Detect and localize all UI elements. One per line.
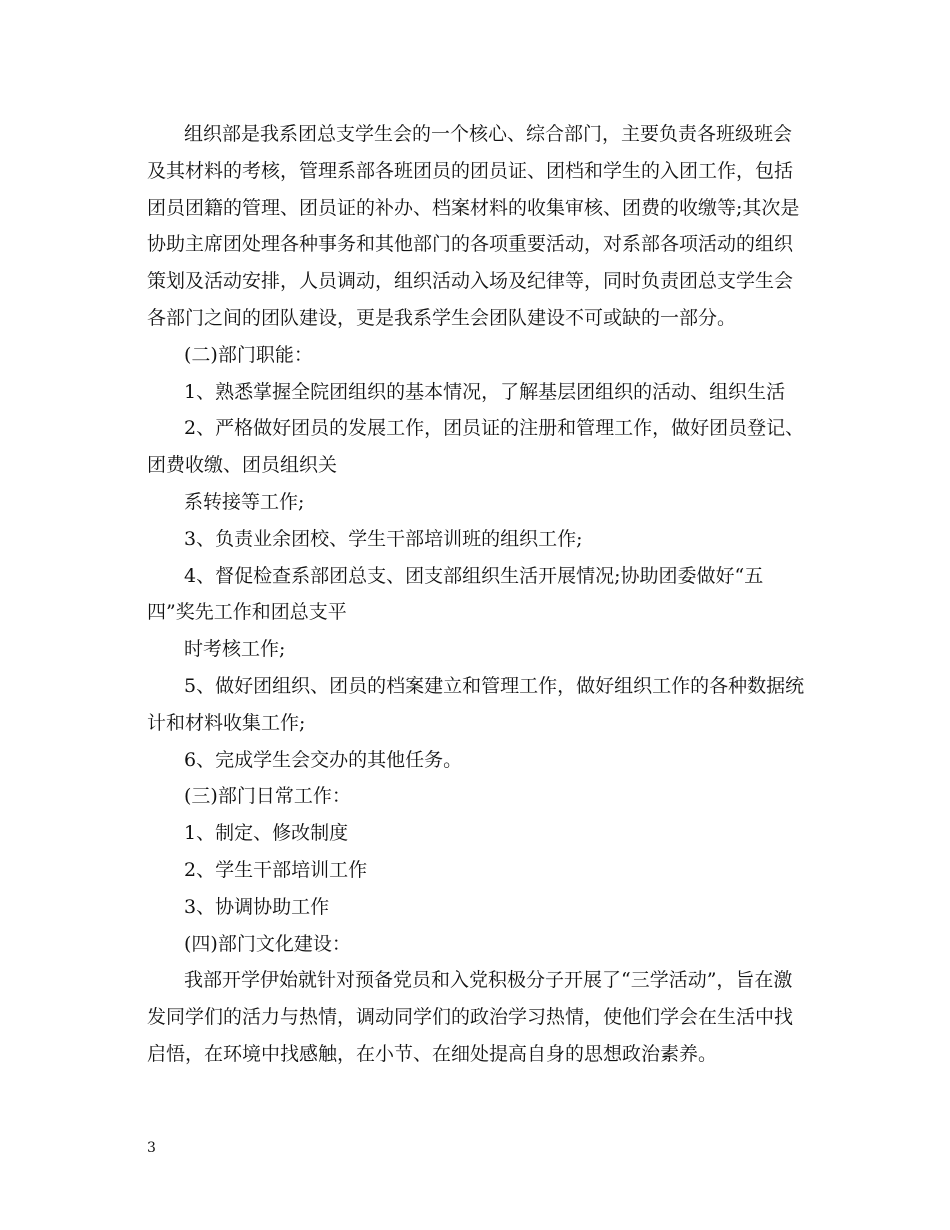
list-item-function-4: 4、督促检查系部团总支、团支部组织生活开展情况;协助团委做好“五四”奖先工作和团总支平 [147,564,764,624]
page-number: 3 [147,1140,156,1156]
list-item-daily-2: 2、学生干部培训工作 [184,858,368,881]
list-item-daily-3: 3、协调协助工作 [184,895,330,918]
section-heading-culture: (四)部门文化建设： [184,932,351,955]
list-item-function-1: 1、熟悉掌握全院团组织的基本情况，了解基层团组织的活动、组织生活 [184,380,786,403]
section-heading-daily-work: (三)部门日常工作： [184,785,351,808]
list-item-function-2-continued: 系转接等工作; [184,490,305,513]
section-heading-functions: (二)部门职能： [184,343,313,366]
document-body [147,116,807,1073]
list-item-daily-1: 1、制定、修改制度 [184,822,349,845]
paragraph-culture: 我部开学伊始就针对预备党员和入党积极分子开展了“三学活动”，旨在激发同学们的活力与热情，调动同学们的政治学习热情，使他们学会在生活中找启悟，在环境中找感触，在小节、在细处提高自身的思想政治素养。 [147,969,794,1065]
paragraph-intro: 组织部是我系团总支学生会的一个核心、综合部门，主要负责各班级班会及其材料的考核，管理系部各班团员的团员证、团档和学生的入团工作，包括团员团籍的管理、团员证的补办、档案材料的收集审核、团费的收缴等;其次是协助主席团处理各种事务和其他部门的各项重要活动，对系部各项活动的组织策划及活动安排，人员调动，组织活动入场及纪律等，同时负责团总支学生会各部门之间的团队建设，更是我系学生会团队建设不可或缺的一部分。 [147,123,800,329]
list-item-function-2: 2、严格做好团员的发展工作，团员证的注册和管理工作，做好团员登记、团费收缴、团员组织关 [147,417,805,477]
list-item-function-5: 5、做好团组织、团员的档案建立和管理工作，做好组织工作的各种数据统计和材料收集工作; [147,674,805,734]
list-item-function-6: 6、完成学生会交办的其他任务。 [184,748,463,771]
list-item-function-4-continued: 时考核工作; [184,638,286,661]
list-item-function-3: 3、负责业余团校、学生干部培训班的组织工作; [184,527,583,550]
